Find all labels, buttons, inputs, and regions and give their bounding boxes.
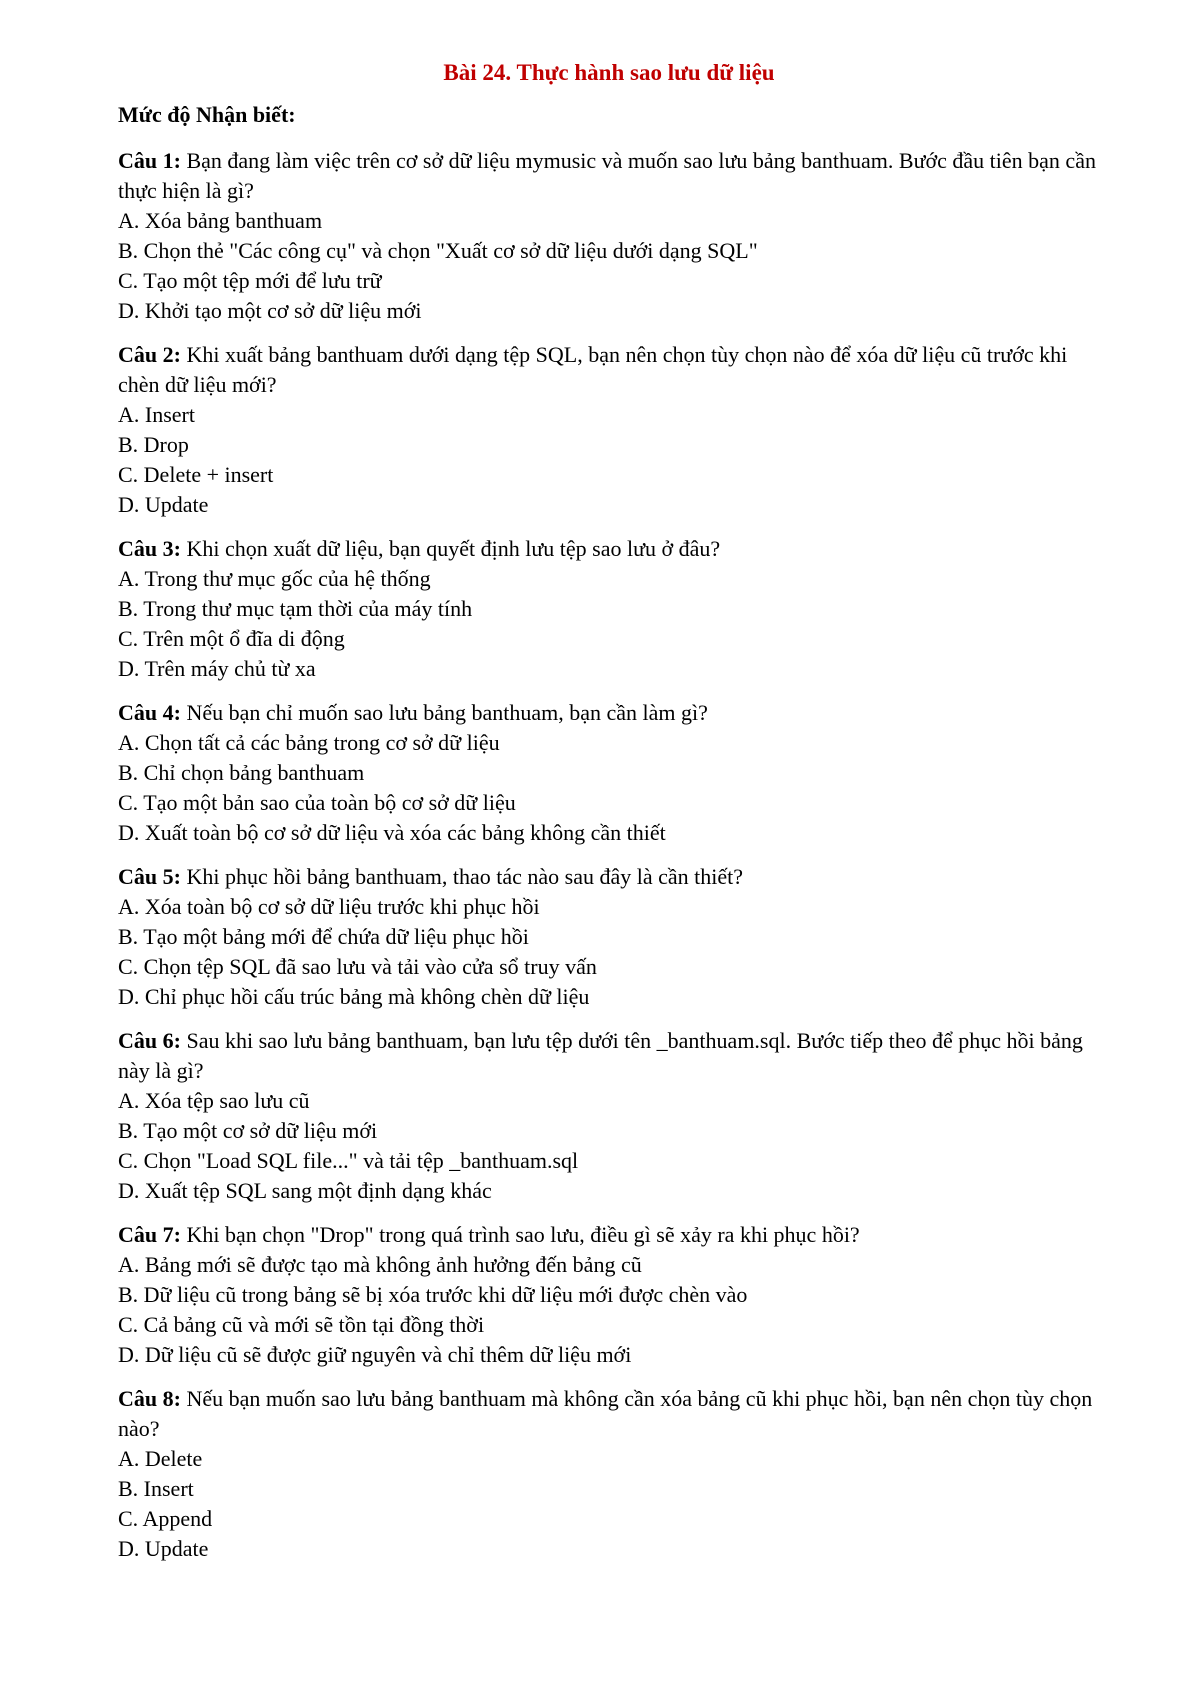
option-c: C. Cả bảng cũ và mới sẽ tồn tại đồng thời <box>118 1312 485 1337</box>
option-d: D. Trên máy chủ từ xa <box>118 656 316 681</box>
question-text: Bạn đang làm việc trên cơ sở dữ liệu mymusic và muốn sao lưu bảng banthuam. Bước đầu tiên bạn cần thực hiện là gì? <box>118 148 1096 203</box>
option-c: C. Tạo một bản sao của toàn bộ cơ sở dữ liệu <box>118 790 516 815</box>
question-text: Khi bạn chọn "Drop" trong quá trình sao lưu, điều gì sẽ xảy ra khi phục hồi? <box>180 1222 860 1247</box>
option-c: C. Delete + insert <box>118 462 274 487</box>
option-a: A. Xóa toàn bộ cơ sở dữ liệu trước khi phục hồi <box>118 894 540 919</box>
question-label: Câu 7: <box>118 1222 181 1247</box>
option-d: D. Xuất toàn bộ cơ sở dữ liệu và xóa các bảng không cần thiết <box>118 820 666 845</box>
option-b: B. Insert <box>118 1476 194 1501</box>
page-title: Bài 24. Thực hành sao lưu dữ liệu <box>443 60 775 85</box>
option-c: C. Chọn tệp SQL đã sao lưu và tải vào cửa sổ truy vấn <box>118 954 597 979</box>
question-stem <box>118 698 1100 728</box>
question-1 <box>118 146 1100 326</box>
option-b: B. Trong thư mục tạm thời của máy tính <box>118 596 473 621</box>
question-stem <box>118 862 1100 892</box>
question-5 <box>118 862 1100 1012</box>
option-d: D. Chỉ phục hồi cấu trúc bảng mà không chèn dữ liệu <box>118 984 590 1009</box>
option-d: D. Dữ liệu cũ sẽ được giữ nguyên và chỉ thêm dữ liệu mới <box>118 1342 632 1367</box>
option-b: B. Dữ liệu cũ trong bảng sẽ bị xóa trước khi dữ liệu mới được chèn vào <box>118 1282 748 1307</box>
option-b: B. Tạo một cơ sở dữ liệu mới <box>118 1118 378 1143</box>
question-stem <box>118 146 1100 206</box>
question-label: Câu 2: <box>118 342 181 367</box>
question-8 <box>118 1384 1100 1564</box>
option-c: C. Chọn "Load SQL file..." và tải tệp _banthuam.sql <box>118 1148 579 1173</box>
question-text: Nếu bạn chỉ muốn sao lưu bảng banthuam, bạn cần làm gì? <box>180 700 708 725</box>
option-c: C. Append <box>118 1506 213 1531</box>
question-4 <box>118 698 1100 848</box>
question-label: Câu 3: <box>118 536 181 561</box>
question-6 <box>118 1026 1100 1206</box>
question-label: Câu 4: <box>118 700 181 725</box>
question-text: Khi chọn xuất dữ liệu, bạn quyết định lưu tệp sao lưu ở đâu? <box>180 536 721 561</box>
option-b: B. Chỉ chọn bảng banthuam <box>118 760 365 785</box>
question-stem <box>118 534 1100 564</box>
option-b: B. Tạo một bảng mới để chứa dữ liệu phục hồi <box>118 924 529 949</box>
question-label: Câu 6: <box>118 1028 181 1053</box>
option-b: B. Chọn thẻ "Các công cụ" và chọn "Xuất cơ sở dữ liệu dưới dạng SQL" <box>118 238 758 263</box>
question-text: Sau khi sao lưu bảng banthuam, bạn lưu tệp dưới tên _banthuam.sql. Bước tiếp theo để phục hồi bảng này là gì? <box>118 1028 1083 1083</box>
question-2 <box>118 340 1100 520</box>
option-a: A. Bảng mới sẽ được tạo mà không ảnh hưởng đến bảng cũ <box>118 1252 642 1277</box>
option-c: C. Trên một ổ đĩa di động <box>118 626 345 651</box>
option-a: A. Xóa bảng banthuam <box>118 208 323 233</box>
option-a: A. Chọn tất cả các bảng trong cơ sở dữ liệu <box>118 730 500 755</box>
question-stem <box>118 1384 1100 1444</box>
option-a: A. Delete <box>118 1446 203 1471</box>
option-a: A. Insert <box>118 402 195 427</box>
question-3 <box>118 534 1100 684</box>
option-d: D. Khởi tạo một cơ sở dữ liệu mới <box>118 298 422 323</box>
option-d: D. Update <box>118 492 209 517</box>
option-a: A. Trong thư mục gốc của hệ thống <box>118 566 431 591</box>
question-label: Câu 5: <box>118 864 181 889</box>
question-stem <box>118 1220 1100 1250</box>
question-stem <box>118 340 1100 400</box>
question-label: Câu 1: <box>118 148 181 173</box>
option-a: A. Xóa tệp sao lưu cũ <box>118 1088 310 1113</box>
question-stem <box>118 1026 1100 1086</box>
level-heading: Mức độ Nhận biết: <box>118 102 296 127</box>
option-c: C. Tạo một tệp mới để lưu trữ <box>118 268 382 293</box>
question-text: Khi xuất bảng banthuam dưới dạng tệp SQL, bạn nên chọn tùy chọn nào để xóa dữ liệu cũ trước khi chèn dữ liệu mới? <box>118 342 1068 397</box>
option-d: D. Update <box>118 1536 209 1561</box>
question-text: Nếu bạn muốn sao lưu bảng banthuam mà không cần xóa bảng cũ khi phục hồi, bạn nên chọn tùy chọn nào? <box>118 1386 1093 1441</box>
option-b: B. Drop <box>118 432 189 457</box>
question-text: Khi phục hồi bảng banthuam, thao tác nào sau đây là cần thiết? <box>180 864 743 889</box>
question-7 <box>118 1220 1100 1370</box>
option-d: D. Xuất tệp SQL sang một định dạng khác <box>118 1178 492 1203</box>
question-label: Câu 8: <box>118 1386 181 1411</box>
